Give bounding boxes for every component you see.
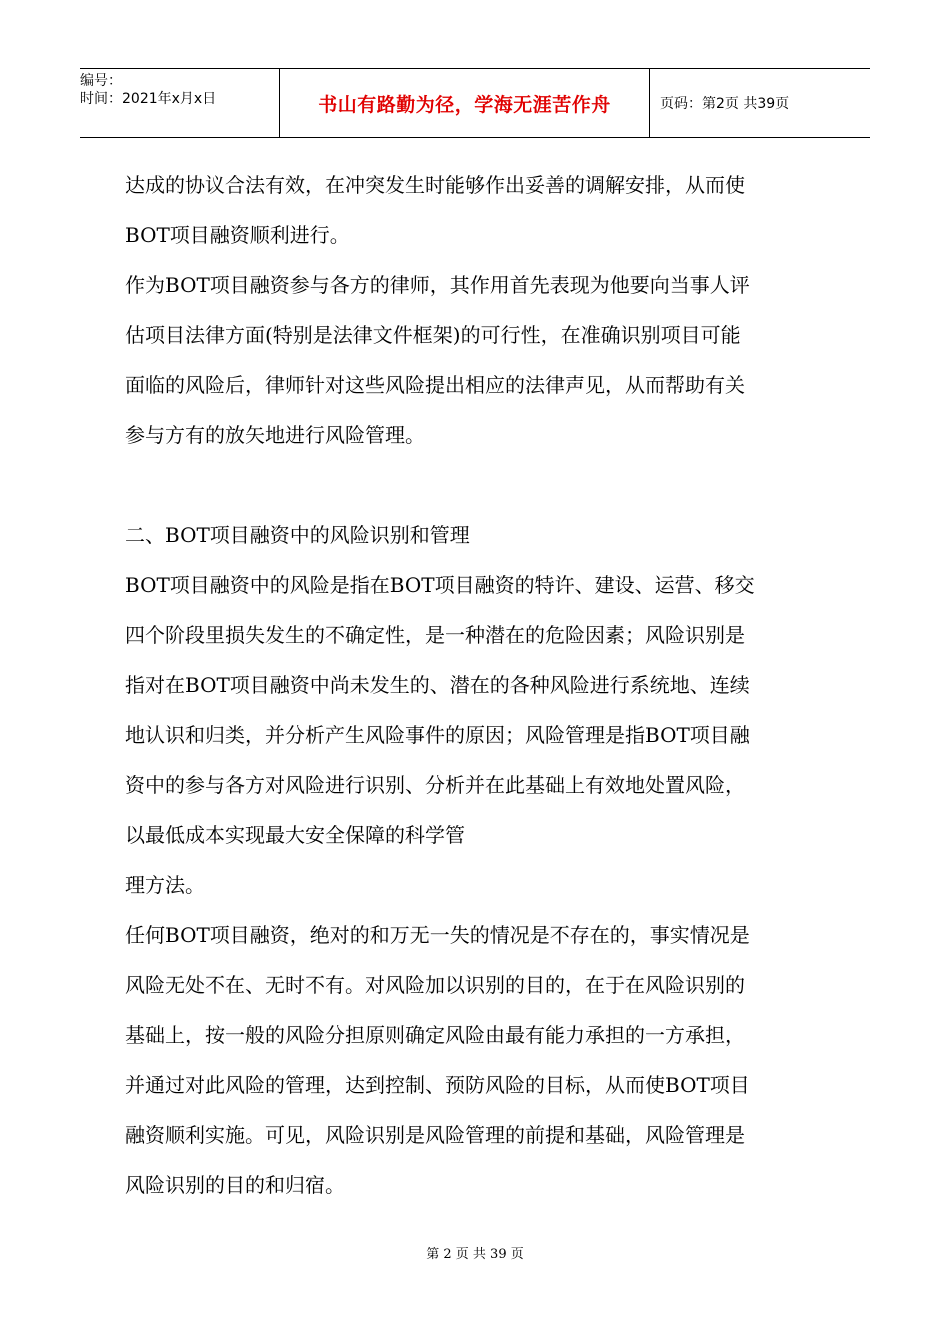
- body-line: 融资顺利实施。可见，风险识别是风险管理的前提和基础，风险管理是: [125, 1123, 745, 1147]
- body-line: 四个阶段里损失发生的不确定性，是一种潜在的危险因素；风险识别是: [125, 623, 745, 647]
- body-line: 面临的风险后，律师针对这些风险提出相应的法律声见，从而帮助有关: [125, 373, 745, 397]
- paragraph-gap: [125, 460, 830, 510]
- page-footer: 第 2 页 共 39 页: [426, 1247, 524, 1262]
- body-line: BOT项目融资顺利进行。: [125, 223, 350, 247]
- section-heading: 二、BOT项目融资中的风险识别和管理: [125, 523, 470, 547]
- header-page-info: 页码：第2页 共39页: [660, 96, 790, 112]
- body-line: 并通过对此风险的管理，达到控制、预防风险的目标，从而使BOT项目: [125, 1073, 750, 1097]
- body-line: 达成的协议合法有效，在冲突发生时能够作出妥善的调解安排，从而使: [125, 173, 745, 197]
- page-header: [80, 68, 870, 138]
- body-line: 作为BOT项目融资参与各方的律师，其作用首先表现为他要向当事人评: [125, 273, 750, 297]
- body-line: 参与方有的放矢地进行风险管理。: [125, 423, 425, 447]
- header-motto: 书山有路勤为径，学海无涯苦作舟: [280, 69, 650, 137]
- body-line: 理方法。: [125, 873, 205, 897]
- document-number-label: 编号：: [80, 73, 122, 89]
- body-line: 风险无处不在、无时不有。对风险加以识别的目的，在于在风险识别的: [125, 973, 745, 997]
- document-date: 时间：2021年x月x日: [80, 91, 217, 107]
- body-line: 以最低成本实现最大安全保障的科学管: [125, 823, 465, 847]
- body-line: 指对在BOT项目融资中尚未发生的、潜在的各种风险进行系统地、连续: [125, 673, 750, 697]
- body-line: 资中的参与各方对风险进行识别、分析并在此基础上有效地处置风险，: [125, 773, 745, 797]
- body-line: 基础上，按一般的风险分担原则确定风险由最有能力承担的一方承担，: [125, 1023, 745, 1047]
- body-line: 估项目法律方面(特别是法律文件框架)的可行性，在准确识别项目可能: [125, 323, 741, 347]
- header-meta: [80, 69, 280, 137]
- body-line: 任何BOT项目融资，绝对的和万无一失的情况是不存在的，事实情况是: [125, 923, 750, 947]
- document-body: [125, 160, 830, 1210]
- body-line: 地认识和归类，并分析产生风险事件的原因；风险管理是指BOT项目融: [125, 723, 750, 747]
- body-line: BOT项目融资中的风险是指在BOT项目融资的特许、建设、运营、移交: [125, 573, 755, 597]
- body-line: 风险识别的目的和归宿。: [125, 1173, 345, 1197]
